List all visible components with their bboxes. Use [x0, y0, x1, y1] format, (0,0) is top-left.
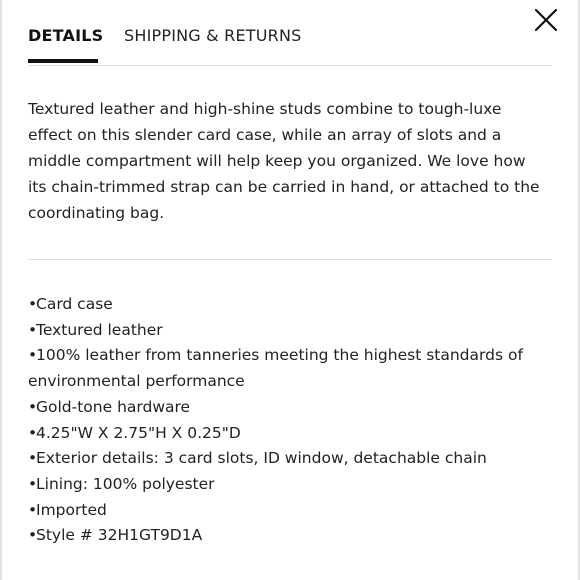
feature-item	[28, 395, 548, 421]
feature-item	[28, 318, 548, 344]
bullet: •	[28, 320, 38, 339]
feature-item	[28, 446, 548, 472]
feature-text: 4.25"W X 2.75"H X 0.25"D	[36, 423, 241, 442]
feature-text: Style # 32H1GT9D1A	[36, 526, 203, 545]
frame-left-edge	[0, 0, 2, 580]
bullet: •	[28, 474, 38, 493]
section-divider	[28, 259, 552, 260]
feature-item	[28, 498, 548, 524]
bullet: •	[28, 500, 38, 519]
feature-text: Card case	[36, 295, 113, 313]
bullet: •	[28, 397, 38, 416]
feature-text: Imported	[36, 500, 107, 519]
feature-item	[28, 343, 548, 394]
tab-bar	[28, 0, 552, 66]
feature-item	[28, 472, 548, 498]
feature-list	[28, 292, 548, 549]
feature-item	[28, 523, 548, 549]
feature-text: Lining: 100% polyester	[36, 474, 215, 493]
bullet: •	[28, 423, 38, 442]
product-description: Textured leather and high-shine studs combine to tough-luxe effect on this slender card case, while an array of slots and a middle compartment will help keep you organized. We love how its chain-trimmed strap can be carried in hand, or attached to the coordinating bag.	[28, 100, 540, 222]
bullet: •	[28, 346, 38, 365]
feature-item	[28, 292, 548, 318]
close-icon	[532, 6, 560, 34]
feature-text: Textured leather	[36, 320, 163, 339]
feature-item	[28, 421, 548, 447]
bullet: •	[28, 526, 38, 545]
bullet: •	[28, 449, 38, 468]
feature-text: 100% leather from tanneries meeting the highest standards of environmental performance	[28, 346, 523, 391]
tab-details[interactable]: DETAILS	[28, 26, 104, 45]
active-tab-indicator	[28, 59, 98, 63]
bullet: •	[28, 295, 38, 313]
close-button[interactable]	[532, 6, 560, 34]
tab-shipping-returns[interactable]: SHIPPING & RETURNS	[124, 26, 302, 45]
feature-text: Exterior details: 3 card slots, ID window, detachable chain	[36, 449, 487, 468]
feature-text: Gold-tone hardware	[36, 397, 191, 416]
